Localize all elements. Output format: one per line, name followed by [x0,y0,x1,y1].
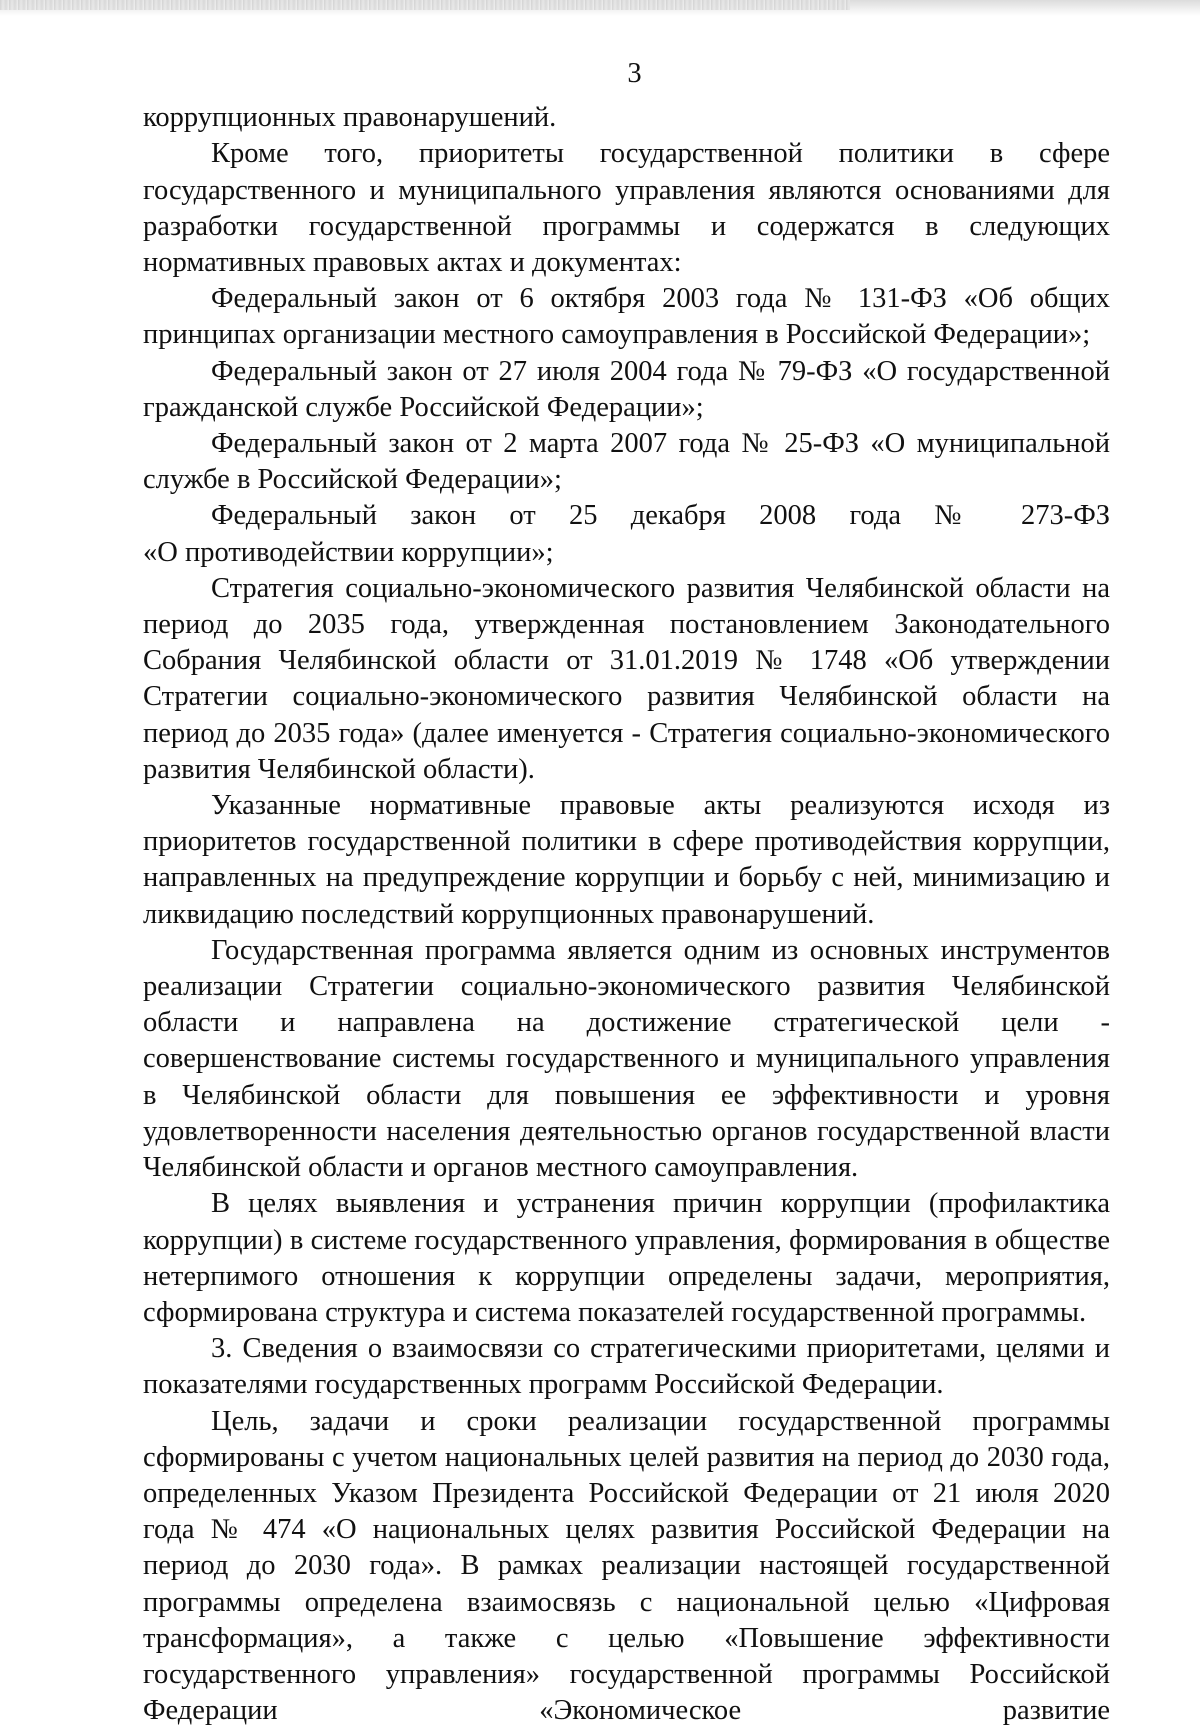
paragraph: Стратегия социально-экономического развития Челябинской области на период до 2035 года, утвержденная постановлением Законодательного Собрания Челябинской области от 31.01.2019 № 1748 «Об утверждении Стратегии социально-экономического развития Челябинской области на период до 2035 года» (далее именуется - Стратегия социально-экономического развития Челябинской области). [143,572,1110,785]
paragraph: Кроме того, приоритеты государственной политики в сфере государственного и муниципального управления являются основаниями для разработки государственной программы и содержатся в следующих нормативных правовых актах и документах: [143,138,1110,279]
paragraph: Цель, задачи и сроки реализации государственной программы сформированы с учетом национальных целей развития на период до 2030 года, определенных Указом Президента Российской Федерации от 21 июля 2020 года № 474 «О национальных целях развития Российской Федерации на период до 2030 года». В рамках реализации настоящей государственной программы определена взаимосвязь с национальной целью «Цифровая трансформация», а также с целью «Повышение эффективности государственного управления» государственной программы Российской Федерации «Экономическое развитие [143,1405,1110,1727]
paragraph: Федеральный закон от 27 июля 2004 года № 79-ФЗ «О государственной гражданской службе Российской Федерации»; [143,355,1110,423]
paragraph: Федеральный закон от 2 марта 2007 года № 25-ФЗ «О муниципальной службе в Российской Федерации»; [143,428,1110,496]
paragraph: Указанные нормативные правовые акты реализуются исходя из приоритетов государственной политики в сфере противодействия коррупции, направленных на предупреждение коррупции и борьбу с ней, минимизацию и ликвидацию последствий коррупционных правонарушений. [143,790,1110,930]
paragraph: коррупционных правонарушений. [143,102,557,134]
scan-edge-artifact [0,0,1200,16]
paragraph: Федеральный закон от 25 декабря 2008 года № 273-ФЗ [211,500,1110,532]
document-page [143,56,1110,1729]
paragraph: 3. Сведения о взаимосвязи со стратегическими приоритетами, целями и показателями государственных программ Российской Федерации. [143,1333,1110,1401]
paragraph: «О противодействии коррупции»; [143,536,554,568]
paragraph: Федеральный закон от 6 октября 2003 года № 131-ФЗ «Об общих принципах организации местного самоуправления в Российской Федерации»; [143,283,1110,351]
paragraph: Государственная программа является одним из основных инструментов реализации Стратегии социально-экономического развития Челябинской области и направлена на достижение стратегической цели - совершенствование системы государственного и муниципального управления в Челябинской области для повышения ее эффективности и уровня удовлетворенности населения деятельностью органов государственной власти Челябинской области и органов местного самоуправления. [143,934,1110,1184]
page-number: 3 [627,58,642,89]
paragraph: В целях выявления и устранения причин коррупции (профилактика коррупции) в системе государственного управления, формирования в обществе нетерпимого отношения к коррупции определены задачи, мероприятия, сформирована структура и система показателей государственной программы. [143,1188,1110,1328]
